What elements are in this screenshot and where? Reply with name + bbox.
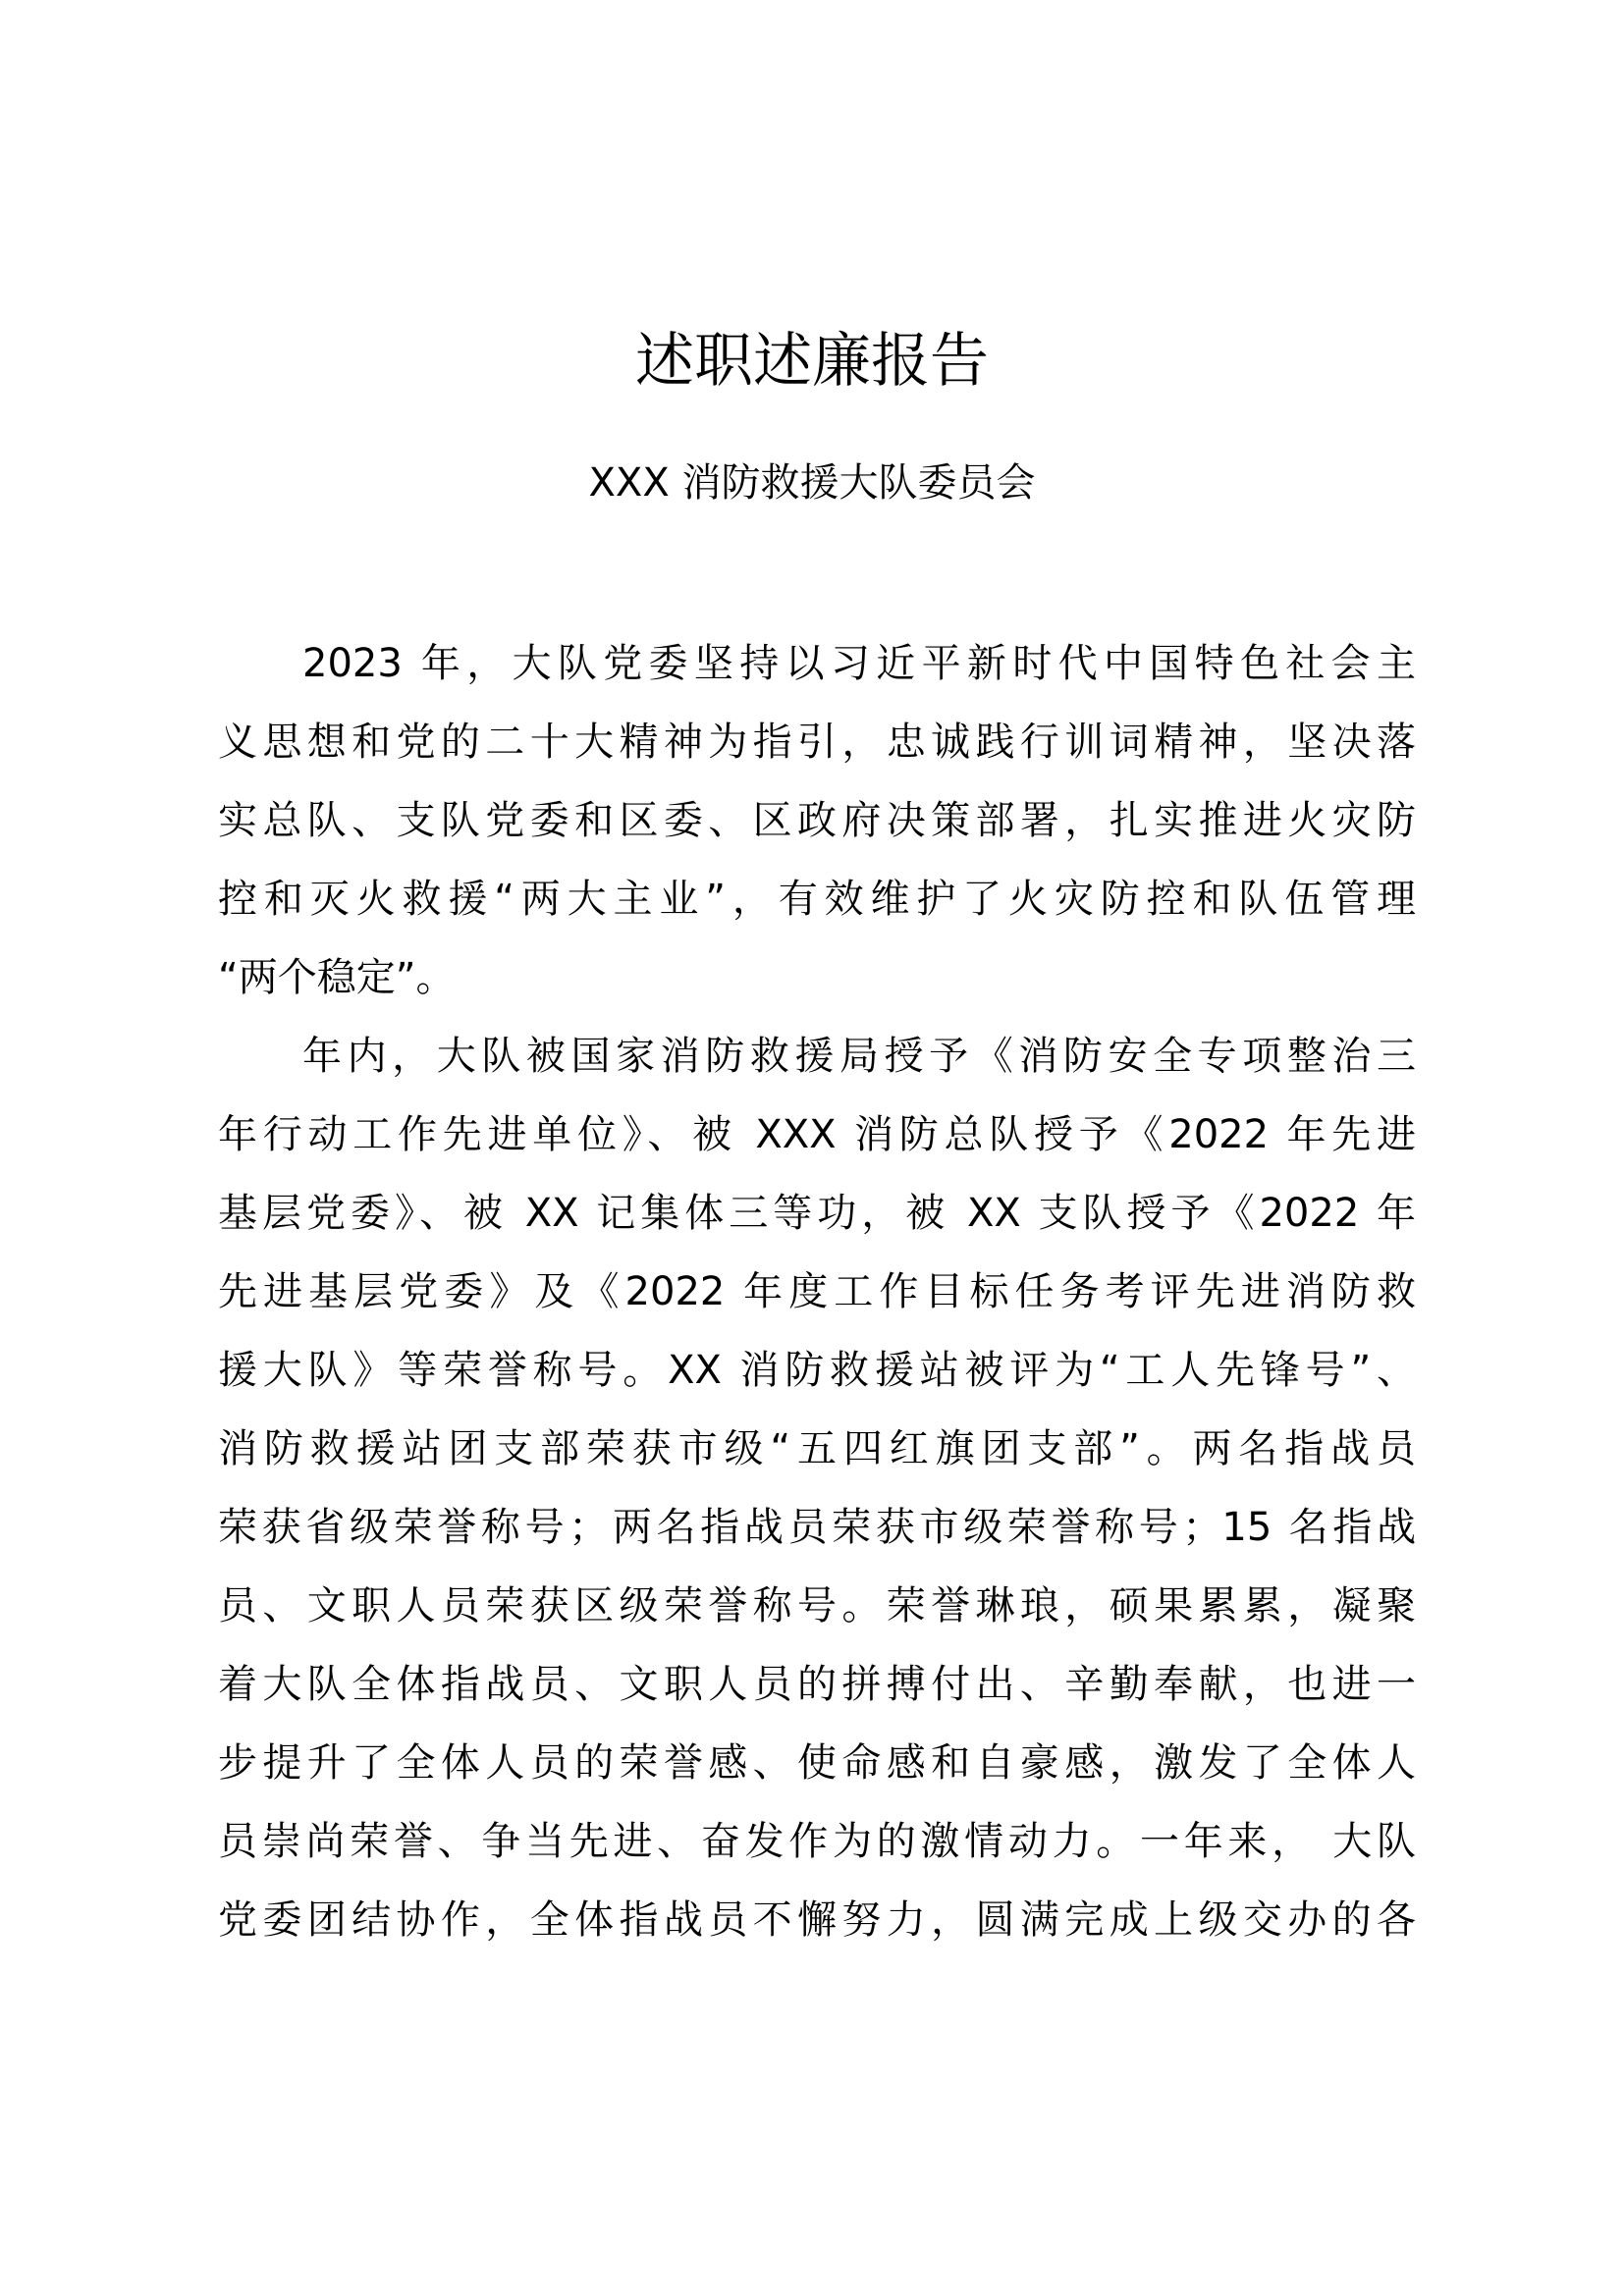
paragraph-line: 控和灭火救援“两大主业”，有效维护了火灾防控和队伍管理 xyxy=(218,877,1416,922)
paragraph-1 xyxy=(218,624,1416,1017)
paragraph-line: 党委团结协作，全体指战员不懈努力，圆满完成上级交办的各 xyxy=(218,1897,1416,1943)
paragraph-line: “两个稳定”。 xyxy=(218,955,456,1000)
document-title: 述职述廉报告 xyxy=(635,327,989,396)
paragraph-line: 消防救援站团支部荣获市级“五四红旗团支部”。两名指战员 xyxy=(218,1426,1416,1471)
paragraph-line: 年内，大队被国家消防救援局授予《消防安全专项整治三 xyxy=(302,1034,1416,1079)
document-subtitle: XXX 消防救援大队委员会 xyxy=(588,460,1036,506)
paragraph-line: 实总队、支队党委和区委、区政府决策部署，扎实推进火灾防 xyxy=(218,798,1416,843)
paragraph-line: 员崇尚荣誉、争当先进、奋发作为的激情动力。一年来， 大队 xyxy=(218,1819,1416,1864)
paragraph-line: 着大队全体指战员、文职人员的拼搏付出、辛勤奉献，也进一 xyxy=(218,1662,1416,1707)
paragraph-line: 步提升了全体人员的荣誉感、使命感和自豪感，激发了全体人 xyxy=(218,1740,1416,1786)
paragraph-line: 员、文职人员荣获区级荣誉称号。荣誉琳琅，硕果累累，凝聚 xyxy=(218,1583,1416,1629)
paragraph-line: 基层党委》、被 XX 记集体三等功，被 XX 支队授予《2022 年 xyxy=(218,1191,1416,1236)
paragraph-line: 2023 年，大队党委坚持以习近平新时代中国特色社会主 xyxy=(302,641,1416,686)
paragraph-2 xyxy=(218,1017,1416,1959)
paragraph-line: 先进基层党委》及《2022 年度工作目标任务考评先进消防救 xyxy=(218,1269,1416,1314)
paragraph-line: 义思想和党的二十大精神为指引，忠诚践行训词精神，坚决落 xyxy=(218,720,1416,765)
document-body xyxy=(218,624,1416,1959)
paragraph-line: 援大队》等荣誉称号。XX 消防救援站被评为“工人先锋号”、 xyxy=(218,1348,1416,1393)
paragraph-line: 年行动工作先进单位》、被 XXX 消防总队授予《2022 年先进 xyxy=(218,1112,1416,1157)
paragraph-line: 荣获省级荣誉称号；两名指战员荣获市级荣誉称号；15 名指战 xyxy=(218,1505,1416,1550)
